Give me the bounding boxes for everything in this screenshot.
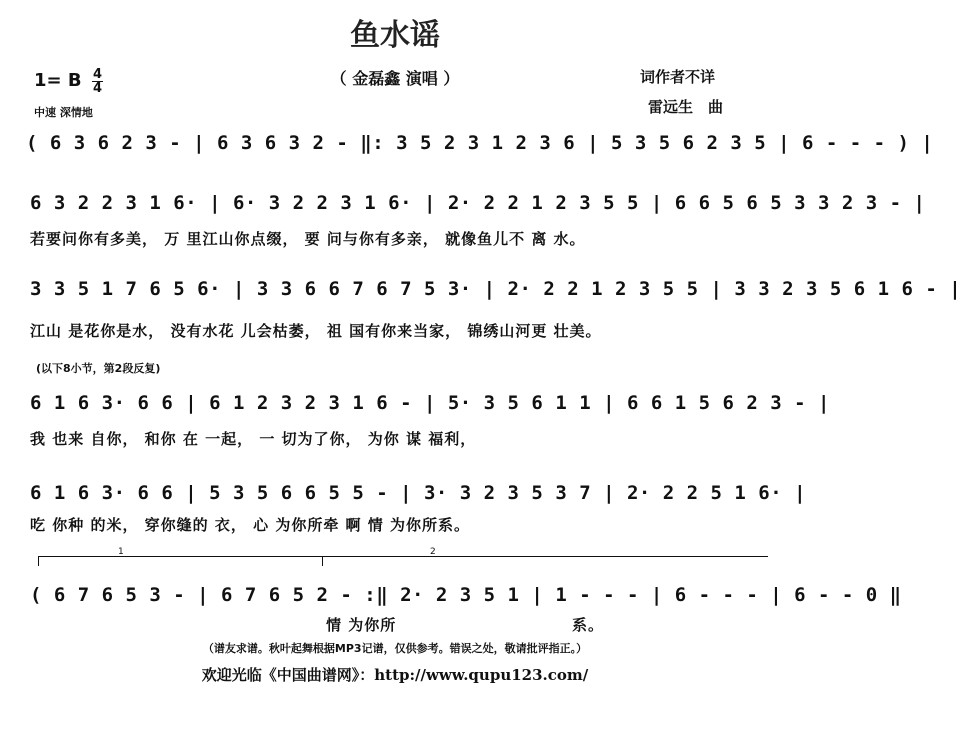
song-title: 鱼水谣 [350,18,440,53]
score-line-4: 6 1 6 3· 6 6 | 6 1 2 3 2 3 1 6 - | 5· 3 5 6 1 1 | 6 6 1 5 6 2 3 - | [30,392,830,414]
singer-credit: （ 金磊鑫 演唱 ） [330,69,460,88]
volta-tick-2 [322,556,323,566]
meter-top: 4 [92,67,103,82]
meter-bottom: 4 [92,81,103,96]
volta-tick-1 [38,556,39,566]
lyrics-line-5: 吃 你种 的米， 穿你缝的 衣， 心 为你所牵 啊 情 为你所系。 [30,516,471,534]
lyrics-line-4: 我 也来 自你， 和你 在 一起， 一 切为了你， 为你 谋 福利， [30,430,477,448]
repeat-note: (以下8小节，第2段反复) [36,362,161,375]
score-line-6: ( 6 7 6 5 3 - | 6 7 6 5 2 - :‖ 2· 2 3 5 1 | 1 - - - | 6 - - - | 6 - - 0 ‖ [30,584,902,606]
lyricist-credit: 词作者不详 [640,68,716,86]
lyrics-line-6a: 情 为你所 [326,616,397,634]
score-line-3: 3 3 5 1 7 6 5 6· | 3 3 6 6 7 6 7 5 3· | 2· 2 2 1 2 3 5 5 | 3 3 2 3 5 6 1 6 - | [30,278,961,300]
volta-number-1: 1 [118,547,124,557]
tempo-marking: 中速 深情地 [34,106,93,119]
lyrics-line-3: 江山 是花你是水， 没有水花 儿会枯萎， 祖 国有你来当家， 锦绣山河更 壮美。 [30,322,602,340]
key-signature: 1= B [34,70,82,91]
volta-bracket-2 [322,556,768,557]
site-link[interactable]: 欢迎光临《中国曲谱网》：http://www.qupu123.com/ [201,666,589,684]
composer-credit: 雷远生 曲 [648,98,724,116]
score-line-1: ( 6 3 6 2 3 - | 6 3 6 3 2 - ‖: 3 5 2 3 1 2 3 6 | 5 3 5 6 2 3 5 | 6 - - - ) | [26,132,934,154]
volta-number-2: 2 [430,547,436,557]
score-line-2: 6 3 2 2 3 1 6· | 6· 3 2 2 3 1 6· | 2· 2 2 1 2 3 5 5 | 6 6 5 6 5 3 3 2 3 - | [30,192,926,214]
score-line-5: 6 1 6 3· 6 6 | 5 3 5 6 6 5 5 - | 3· 3 2 3 5 3 7 | 2· 2 2 5 1 6· | [30,482,807,504]
lyrics-line-2: 若要问你有多美， 万 里江山你点缀， 要 问与你有多亲， 就像鱼儿不 离 水。 [30,230,586,248]
time-signature [92,68,103,95]
lyrics-line-6b: 系。 [572,616,605,634]
transcriber-note: （谱友求谱。秋叶起舞根据MP3记谱，仅供参考。错误之处，敬请批评指正。） [202,642,588,655]
